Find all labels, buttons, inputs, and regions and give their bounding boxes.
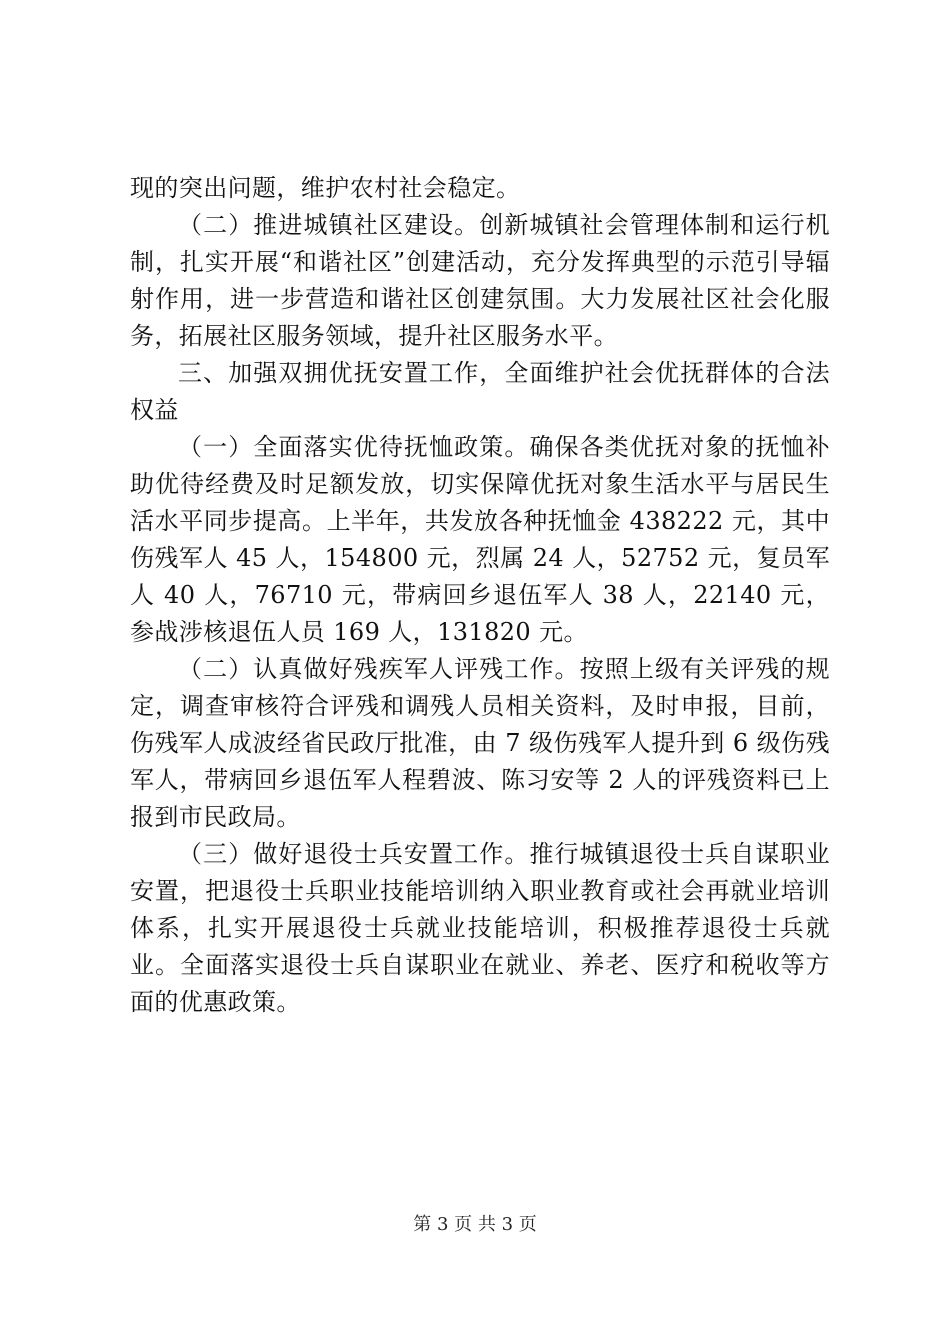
- paragraph-disability-assessment: （二）认真做好残疾军人评残工作。按照上级有关评残的规定，调查审核符合评残和调残人员相关资料，及时申报，目前，伤残军人成波经省民政厅批准，由 7 级伤残军人提升到 6 级伤残军人，带病回乡退伍军人程碧波、陈习安等 2 人的评残资料已上报到市民政局。: [130, 655, 830, 831]
- paragraph-continuation: 现的突出问题，维护农村社会稳定。: [130, 174, 521, 202]
- paragraph-community-construction: （二）推进城镇社区建设。创新城镇社会管理体制和运行机制，扎实开展“和谐社区”创建活动，充分发挥典型的示范引导辐射作用，进一步营造和谐社区创建氛围。大力发展社区社会化服务，拓展社区服务领域，提升社区服务水平。: [130, 211, 830, 350]
- section-heading-3: 三、加强双拥优抚安置工作，全面维护社会优抚群体的合法权益: [130, 359, 830, 424]
- paragraph-veteran-placement: （三）做好退役士兵安置工作。推行城镇退役士兵自谋职业安置，把退役士兵职业技能培训纳入职业教育或社会再就业培训体系，扎实开展退役士兵就业技能培训，积极推荐退役士兵就业。全面落实退役士兵自谋职业在就业、养老、医疗和税收等方面的优惠政策。: [130, 840, 830, 1016]
- paragraph-pension-policy: （一）全面落实优待抚恤政策。确保各类优抚对象的抚恤补助优待经费及时足额发放，切实保障优抚对象生活水平与居民生活水平同步提高。上半年，共发放各种抚恤金 438222 元，其中伤残军人 45 人，154800 元，烈属 24 人，52752 元，复员军人 40 人，76710 元，带病回乡退伍军人 38 人，22140 元，参战涉核退伍人员 169 人，131820 元。: [130, 433, 830, 646]
- document-body: [130, 170, 830, 1021]
- page-footer: 第 3 页 共 3 页: [413, 1214, 537, 1235]
